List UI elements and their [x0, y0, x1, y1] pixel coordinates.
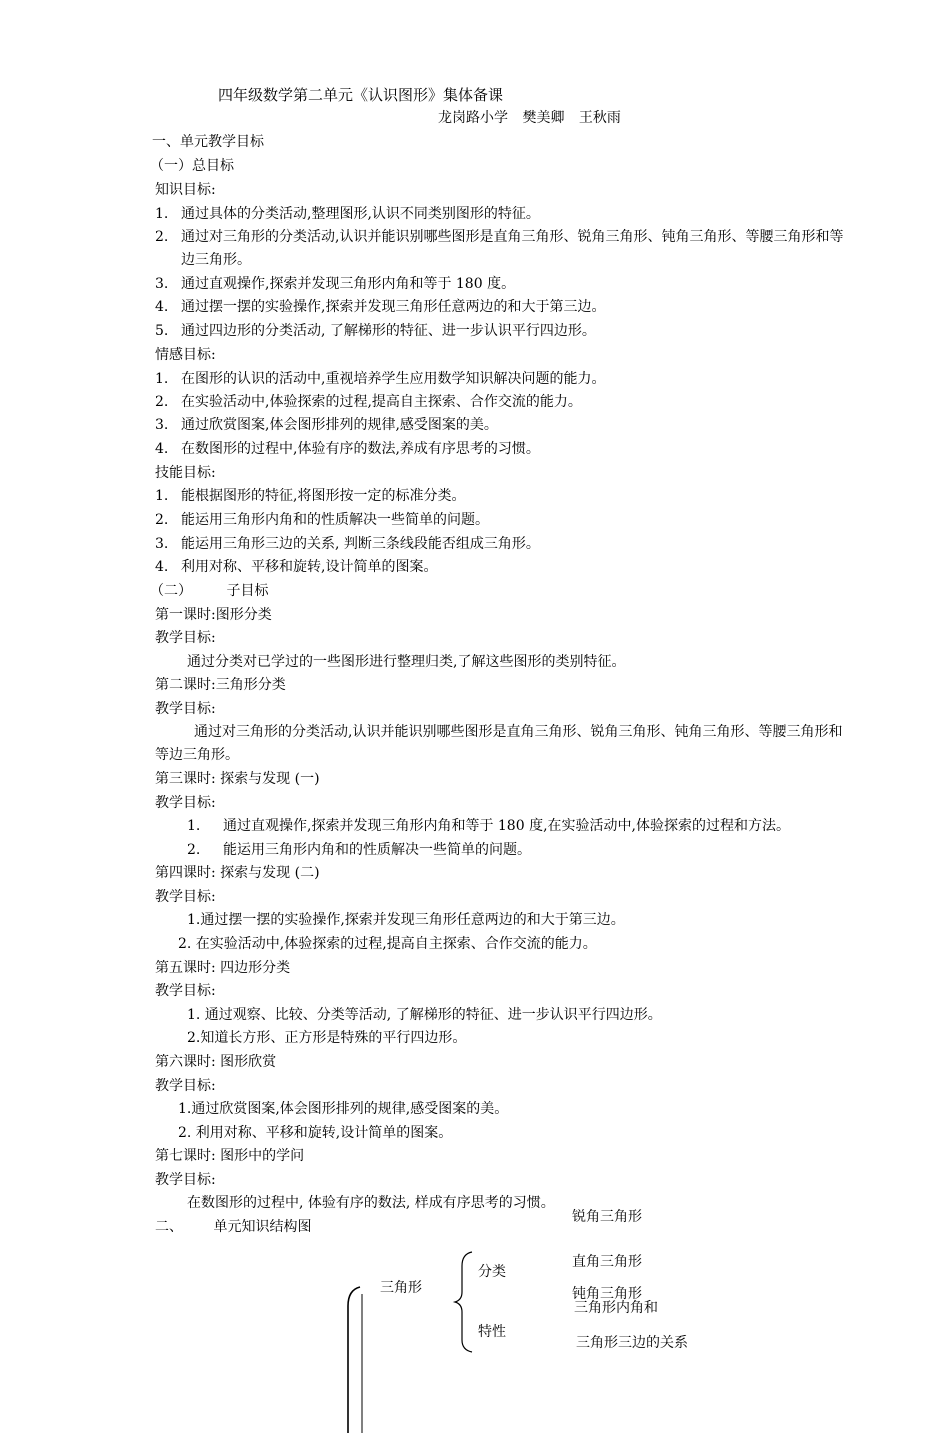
emotion-goal-item: 3. 通过欣赏图案,体会图形排列的规律,感受图案的美。 — [155, 417, 498, 433]
lesson-goal-text: 在数图形的过程中, 体验有序的数法, 样成有序思考的习惯。 — [187, 1195, 555, 1211]
knowledge-goal-item: 4. 通过摆一摆的实验操作,探索并发现三角形任意两边的和大于第三边。 — [155, 299, 606, 315]
lesson-title: 第一课时:图形分类 — [155, 607, 272, 623]
lesson-goal-label: 教学目标: — [155, 1172, 216, 1188]
section-heading-1: 一、单元教学目标 — [152, 134, 264, 150]
subsection-heading-overall: （一）总目标 — [150, 158, 234, 174]
lesson-goal-label: 教学目标: — [155, 983, 216, 999]
skill-goals-label: 技能目标: — [155, 465, 216, 481]
emotion-goal-item: 4. 在数图形的过程中,体验有序的数法,养成有序思考的习惯。 — [155, 441, 540, 457]
skill-goal-item: 3. 能运用三角形三边的关系, 判断三条线段能否组成三角形。 — [155, 536, 540, 552]
knowledge-goal-item: 1. 通过具体的分类活动,整理图形,认识不同类别图形的特征。 — [155, 206, 540, 222]
diagram-leaf-obtuse-triangle: 钝角三角形 — [572, 1286, 642, 1302]
lesson-goal-item: 1. 通过直观操作,探索并发现三角形内角和等于 180 度,在实验活动中,体验探索的过程和方法。 — [187, 818, 790, 834]
lesson-goal-text: 通过分类对已学过的一些图形进行整理归类,了解这些图形的类别特征。 — [187, 654, 626, 670]
lesson-goal-text-continued: 等边三角形。 — [155, 747, 239, 763]
diagram-branch-classification: 分类 — [478, 1264, 506, 1280]
document-title: 四年级数学第二单元《认识图形》集体备课 — [218, 86, 504, 104]
diagram-root-triangle: 三角形 — [380, 1280, 422, 1296]
diagram-leaf-side-relation: 三角形三边的关系 — [576, 1335, 688, 1351]
lesson-goal-label: 教学目标: — [155, 889, 216, 905]
diagram-leaf-angle-sum: 三角形内角和 — [574, 1300, 658, 1316]
knowledge-goal-item-continued: 边三角形。 — [181, 252, 251, 268]
lesson-goal-item: 1.通过欣赏图案,体会图形排列的规律,感受图案的美。 — [178, 1101, 509, 1117]
triangle-brace — [455, 1252, 472, 1352]
lesson-goal-item: 1.通过摆一摆的实验操作,探索并发现三角形任意两边的和大于第三边。 — [187, 912, 625, 928]
lesson-goal-label: 教学目标: — [155, 795, 216, 811]
skill-goal-item: 1. 能根据图形的特征,将图形按一定的标准分类。 — [155, 488, 466, 504]
lesson-goal-label: 教学目标: — [155, 630, 216, 646]
lesson-goal-label: 教学目标: — [155, 701, 216, 717]
skill-goal-item: 4. 利用对称、平移和旋转,设计简单的图案。 — [155, 559, 438, 575]
knowledge-goal-item: 5. 通过四边形的分类活动, 了解梯形的特征、进一步认识平行四边形。 — [155, 323, 596, 339]
lesson-title: 第六课时: 图形欣赏 — [155, 1054, 277, 1070]
knowledge-goal-item: 3. 通过直观操作,探索并发现三角形内角和等于 180 度。 — [155, 276, 516, 292]
diagram-leaf-acute-triangle: 锐角三角形 — [572, 1209, 642, 1225]
outer-brace — [348, 1287, 360, 1433]
diagram-leaf-right-triangle: 直角三角形 — [572, 1254, 642, 1270]
knowledge-goal-item: 2. 通过对三角形的分类活动,认识并能识别哪些图形是直角三角形、锐角三角形、钝角三角形、等腰三角形和等 — [155, 229, 844, 245]
lesson-title: 第五课时: 四边形分类 — [155, 960, 291, 976]
skill-goal-item: 2. 能运用三角形内角和的性质解决一些简单的问题。 — [155, 512, 489, 528]
knowledge-goals-label: 知识目标: — [155, 182, 216, 198]
lesson-title: 第七课时: 图形中的学问 — [155, 1148, 305, 1164]
lesson-goal-item: 2. 利用对称、平移和旋转,设计简单的图案。 — [178, 1125, 453, 1141]
diagram-branch-properties: 特性 — [478, 1324, 506, 1340]
lesson-goal-item: 2.知道长方形、正方形是特殊的平行四边形。 — [187, 1030, 467, 1046]
section-heading-2: 二、 单元知识结构图 — [155, 1219, 312, 1235]
lesson-goal-label: 教学目标: — [155, 1078, 216, 1094]
emotion-goal-item: 2. 在实验活动中,体验探索的过程,提高自主探索、合作交流的能力。 — [155, 394, 582, 410]
lesson-goal-text: 通过对三角形的分类活动,认识并能识别哪些图形是直角三角形、锐角三角形、钝角三角形、等腰三角形和 — [194, 724, 843, 740]
lesson-goal-item: 1. 通过观察、比较、分类等活动, 了解梯形的特征、进一步认识平行四边形。 — [187, 1007, 662, 1023]
subsection-heading-sub-goals: （二） 子目标 — [150, 583, 269, 599]
document-authors: 龙岗路小学 樊美卿 王秋雨 — [438, 110, 621, 126]
lesson-title: 第四课时: 探索与发现 (二) — [155, 865, 320, 881]
emotion-goals-label: 情感目标: — [155, 347, 216, 363]
emotion-goal-item: 1. 在图形的认识的活动中,重视培养学生应用数学知识解决问题的能力。 — [155, 371, 606, 387]
lesson-title: 第三课时: 探索与发现 (一) — [155, 771, 320, 787]
lesson-goal-item: 2. 能运用三角形内角和的性质解决一些简单的问题。 — [187, 842, 531, 858]
lesson-title: 第二课时:三角形分类 — [155, 677, 286, 693]
lesson-goal-item: 2. 在实验活动中,体验探索的过程,提高自主探索、合作交流的能力。 — [178, 936, 597, 952]
